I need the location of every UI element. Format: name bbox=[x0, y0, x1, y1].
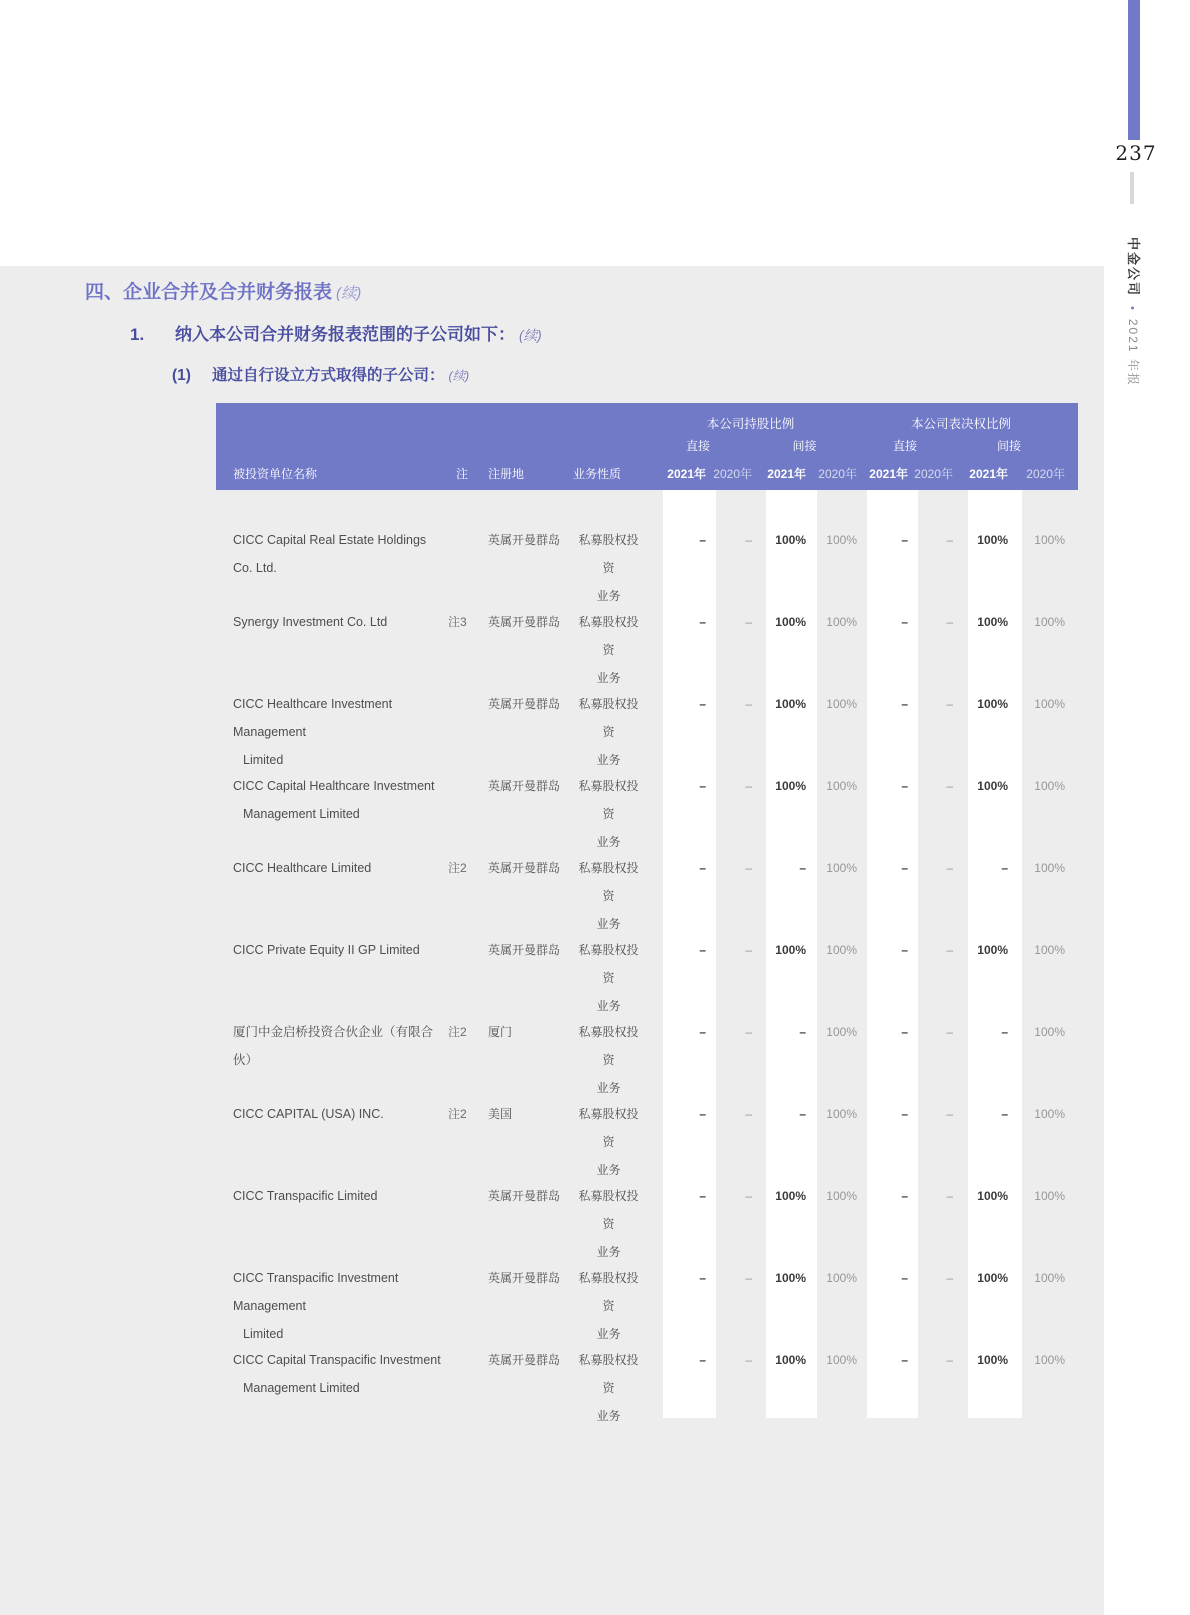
ratio-value: 100% bbox=[1034, 861, 1065, 875]
ratio-value: – bbox=[901, 943, 908, 957]
company-name-line1: CICC Healthcare Limited bbox=[233, 861, 372, 875]
registration-place: 英属开曼群岛 bbox=[488, 1353, 561, 1367]
ratio-value: – bbox=[901, 1353, 908, 1367]
ratio-value: 100% bbox=[977, 533, 1008, 547]
ratio-value: – bbox=[745, 943, 752, 957]
registration-place: 英属开曼群岛 bbox=[488, 861, 561, 875]
ratio-value: 100% bbox=[977, 697, 1008, 711]
ratio-value: 100% bbox=[775, 1353, 806, 1367]
company-name-line2: Limited bbox=[243, 1327, 284, 1341]
header-year-2021: 2021年 bbox=[767, 467, 806, 481]
accent-bar bbox=[1128, 0, 1140, 140]
table-body bbox=[216, 490, 1078, 1423]
ratio-value: 100% bbox=[826, 779, 857, 793]
ratio-value: – bbox=[946, 697, 953, 711]
subsection-heading-text: 纳入本公司合并财务报表范围的子公司如下： bbox=[175, 325, 515, 344]
business-nature-line1: 私募股权投资 bbox=[578, 861, 639, 903]
ratio-value: 100% bbox=[1034, 1189, 1065, 1203]
subsection-heading bbox=[130, 320, 542, 345]
header-year-2021: 2021年 bbox=[969, 467, 1008, 481]
header-group-voting-ratio: 本公司表决权比例 bbox=[910, 417, 1011, 431]
ratio-value: – bbox=[799, 861, 806, 875]
ratio-value: 100% bbox=[1034, 533, 1065, 547]
ratio-value: 100% bbox=[977, 1353, 1008, 1367]
registration-place: 英属开曼群岛 bbox=[488, 943, 561, 957]
ratio-value: – bbox=[699, 697, 706, 711]
note-ref: 注2 bbox=[448, 861, 467, 875]
company-name-line2: Management Limited bbox=[243, 1381, 360, 1395]
registration-place: 英属开曼群岛 bbox=[488, 615, 561, 629]
ratio-value: – bbox=[1001, 861, 1008, 875]
ratio-value: 100% bbox=[826, 533, 857, 547]
subsubsection-number: (1) bbox=[172, 367, 191, 384]
table-row bbox=[216, 736, 1078, 849]
table-row bbox=[216, 490, 1078, 603]
ratio-value: – bbox=[699, 615, 706, 629]
section-heading-text: 四、企业合并及合并财务报表 bbox=[85, 282, 333, 303]
note-ref: 注2 bbox=[448, 1025, 467, 1039]
header-company-name: 被投资单位名称 bbox=[233, 467, 318, 481]
subsubsection-heading bbox=[172, 363, 469, 385]
section-heading-continued: (续) bbox=[336, 285, 362, 302]
ratio-value: – bbox=[745, 861, 752, 875]
ratio-value: – bbox=[745, 533, 752, 547]
ratio-value: – bbox=[745, 1353, 752, 1367]
ratio-value: – bbox=[901, 779, 908, 793]
table-row bbox=[216, 654, 1078, 767]
ratio-value: – bbox=[699, 1025, 706, 1039]
ratio-value: 100% bbox=[775, 1189, 806, 1203]
ratio-value: – bbox=[699, 779, 706, 793]
business-nature-line2: 业务 bbox=[596, 999, 621, 1013]
company-name bbox=[216, 1346, 448, 1430]
registration-place: 美国 bbox=[488, 1107, 513, 1121]
ratio-value: 100% bbox=[977, 779, 1008, 793]
table-row bbox=[216, 900, 1078, 1013]
ratio-value: – bbox=[946, 1107, 953, 1121]
ratio-value: 100% bbox=[1034, 943, 1065, 957]
ratio-value: 100% bbox=[1034, 1271, 1065, 1285]
ratio-value: – bbox=[699, 1353, 706, 1367]
ratio-value: – bbox=[901, 1025, 908, 1039]
business-nature-line2: 业务 bbox=[596, 671, 621, 685]
note-ref: 注2 bbox=[448, 1107, 467, 1121]
ratio-value: – bbox=[699, 1271, 706, 1285]
header-year-2020: 2020年 bbox=[1026, 467, 1065, 481]
company-name-line2: Limited bbox=[243, 753, 284, 767]
ratio-value: 100% bbox=[826, 861, 857, 875]
table-row bbox=[216, 1064, 1078, 1177]
ratio-value: 100% bbox=[1034, 1107, 1065, 1121]
business-nature-line1: 私募股权投资 bbox=[578, 1025, 639, 1067]
ratio-value: – bbox=[901, 1107, 908, 1121]
ratio-value: – bbox=[745, 1271, 752, 1285]
header-group-holding-ratio: 本公司持股比例 bbox=[706, 417, 795, 431]
page-number-divider bbox=[1130, 172, 1134, 204]
business-nature-line1: 私募股权投资 bbox=[578, 615, 639, 657]
ratio-value: 100% bbox=[977, 1189, 1008, 1203]
company-name-line1: CICC Transpacific Limited bbox=[233, 1189, 378, 1203]
ratio-value: – bbox=[946, 615, 953, 629]
registration-place: 英属开曼群岛 bbox=[488, 1189, 561, 1203]
bullet-icon: • bbox=[1126, 306, 1138, 310]
table-row bbox=[216, 1228, 1078, 1341]
business-nature-line2: 业务 bbox=[596, 589, 621, 603]
registration-place: 英属开曼群岛 bbox=[488, 1271, 561, 1285]
header-registration-place: 注册地 bbox=[488, 467, 525, 481]
ratio-value: – bbox=[946, 1271, 953, 1285]
ratio-value: – bbox=[745, 1107, 752, 1121]
ratio-value: – bbox=[901, 861, 908, 875]
subsection-heading-continued: (续) bbox=[519, 328, 542, 343]
table-row bbox=[216, 1146, 1078, 1259]
ratio-value: 100% bbox=[1034, 615, 1065, 629]
subsection-number: 1. bbox=[130, 325, 145, 344]
ratio-value: 100% bbox=[775, 697, 806, 711]
ratio-value: – bbox=[699, 533, 706, 547]
business-nature-line1: 私募股权投资 bbox=[578, 1189, 639, 1231]
ratio-value: – bbox=[901, 1271, 908, 1285]
company-name-line1: CICC CAPITAL (USA) INC. bbox=[233, 1107, 384, 1121]
ratio-value: 100% bbox=[775, 615, 806, 629]
business-nature-line2: 业务 bbox=[596, 753, 621, 767]
company-name-line1: CICC Capital Real Estate Holdings Co. Ltd. bbox=[233, 533, 427, 575]
ratio-value: 100% bbox=[826, 1189, 857, 1203]
registration-place: 英属开曼群岛 bbox=[488, 533, 561, 547]
header-direct: 直接 bbox=[685, 438, 710, 453]
ratio-value: – bbox=[1001, 1107, 1008, 1121]
ratio-value: – bbox=[745, 779, 752, 793]
ratio-value: – bbox=[946, 861, 953, 875]
header-business-nature: 业务性质 bbox=[573, 467, 622, 481]
ratio-value: 100% bbox=[977, 615, 1008, 629]
subsubsection-heading-continued: (续) bbox=[448, 369, 470, 383]
registration-place: 英属开曼群岛 bbox=[488, 779, 561, 793]
ratio-value: 100% bbox=[826, 943, 857, 957]
ratio-value: – bbox=[745, 615, 752, 629]
ratio-value: – bbox=[699, 861, 706, 875]
business-nature-line1: 私募股权投资 bbox=[578, 697, 639, 739]
company-name-line1: CICC Healthcare Investment Management bbox=[233, 697, 393, 739]
business-nature bbox=[573, 1346, 644, 1430]
business-nature-line2: 业务 bbox=[596, 1245, 621, 1259]
business-nature-line2: 业务 bbox=[596, 1081, 621, 1095]
page-number: 237 bbox=[1115, 141, 1157, 165]
sidebar-vertical-text bbox=[1124, 237, 1142, 387]
registration-place: 厦门 bbox=[488, 1025, 513, 1039]
ratio-value: 100% bbox=[775, 779, 806, 793]
ratio-value: 100% bbox=[977, 943, 1008, 957]
ratio-value: – bbox=[946, 1189, 953, 1203]
ratio-value: 100% bbox=[1034, 779, 1065, 793]
sidebar-report-year: 2021 年报 bbox=[1126, 318, 1140, 387]
header-indirect: 间接 bbox=[996, 438, 1021, 453]
business-nature-line2: 业务 bbox=[596, 1327, 621, 1341]
table-header bbox=[216, 403, 1078, 490]
ratio-value: 100% bbox=[826, 697, 857, 711]
ratio-value: – bbox=[745, 1025, 752, 1039]
header-direct: 直接 bbox=[892, 438, 917, 453]
header-year-2020: 2020年 bbox=[713, 467, 752, 481]
table-row bbox=[216, 982, 1078, 1095]
ratio-value: 100% bbox=[1034, 1353, 1065, 1367]
registration-place: 英属开曼群岛 bbox=[488, 697, 561, 711]
company-name-line1: 厦门中金启桥投资合伙企业（有限合伙） bbox=[233, 1025, 434, 1067]
ratio-value: 100% bbox=[775, 1271, 806, 1285]
ratio-value: 100% bbox=[977, 1271, 1008, 1285]
note-ref bbox=[448, 1346, 468, 1430]
ratio-value: – bbox=[946, 533, 953, 547]
ratio-value: 100% bbox=[826, 615, 857, 629]
business-nature-line1: 私募股权投资 bbox=[578, 533, 639, 575]
ratio-value: – bbox=[946, 943, 953, 957]
company-name-line1: CICC Transpacific Investment Management bbox=[233, 1271, 399, 1313]
table-row bbox=[216, 1310, 1078, 1423]
ratio-value: 100% bbox=[1034, 697, 1065, 711]
ratio-value: – bbox=[946, 1353, 953, 1367]
header-year-2020: 2020年 bbox=[818, 467, 857, 481]
sidebar-company-name: 中金公司 bbox=[1126, 237, 1141, 298]
business-nature-line2: 业务 bbox=[596, 1163, 621, 1177]
header-year-2020: 2020年 bbox=[914, 467, 953, 481]
ratio-value: – bbox=[745, 1189, 752, 1203]
company-name-line1: Synergy Investment Co. Ltd bbox=[233, 615, 388, 629]
ratio-value: – bbox=[946, 1025, 953, 1039]
ratio-value: 100% bbox=[1034, 1025, 1065, 1039]
ratio-value: 100% bbox=[826, 1107, 857, 1121]
ratio-value: – bbox=[1001, 1025, 1008, 1039]
ratio-value: 100% bbox=[826, 1025, 857, 1039]
subsidiaries-table bbox=[216, 403, 1078, 1423]
company-name-line2: Management Limited bbox=[243, 807, 360, 821]
ratio-value: – bbox=[946, 779, 953, 793]
ratio-value: – bbox=[699, 1107, 706, 1121]
ratio-value: – bbox=[699, 943, 706, 957]
ratio-value: – bbox=[745, 697, 752, 711]
ratio-value: – bbox=[901, 615, 908, 629]
ratio-value: – bbox=[799, 1025, 806, 1039]
company-name-line1: CICC Capital Transpacific Investment bbox=[233, 1353, 441, 1367]
company-name-line1: CICC Private Equity II GP Limited bbox=[233, 943, 420, 957]
note-ref: 注3 bbox=[448, 615, 467, 629]
business-nature-line2: 业务 bbox=[596, 1409, 621, 1423]
subsubsection-heading-text: 通过自行设立方式取得的子公司： bbox=[212, 367, 445, 384]
header-indirect: 间接 bbox=[792, 438, 817, 453]
ratio-value: – bbox=[699, 1189, 706, 1203]
ratio-value: 100% bbox=[775, 533, 806, 547]
ratio-value: 100% bbox=[826, 1271, 857, 1285]
ratio-value: 100% bbox=[826, 1353, 857, 1367]
business-nature-line1: 私募股权投资 bbox=[578, 1353, 639, 1395]
ratio-value: – bbox=[901, 1189, 908, 1203]
business-nature-line1: 私募股权投资 bbox=[578, 779, 639, 821]
header-year-2021: 2021年 bbox=[667, 467, 706, 481]
ratio-value: 100% bbox=[775, 943, 806, 957]
section-heading bbox=[85, 277, 361, 304]
ratio-value: – bbox=[901, 697, 908, 711]
header-note: 注 bbox=[455, 467, 468, 481]
ratio-value: – bbox=[901, 533, 908, 547]
business-nature-line2: 业务 bbox=[596, 917, 621, 931]
table-row bbox=[216, 572, 1078, 685]
business-nature-line2: 业务 bbox=[596, 835, 621, 849]
business-nature-line1: 私募股权投资 bbox=[578, 943, 639, 985]
ratio-value: – bbox=[799, 1107, 806, 1121]
business-nature-line1: 私募股权投资 bbox=[578, 1107, 639, 1149]
company-name-line1: CICC Capital Healthcare Investment bbox=[233, 779, 435, 793]
business-nature-line1: 私募股权投资 bbox=[578, 1271, 639, 1313]
table-row bbox=[216, 818, 1078, 931]
header-year-2021: 2021年 bbox=[869, 467, 908, 481]
